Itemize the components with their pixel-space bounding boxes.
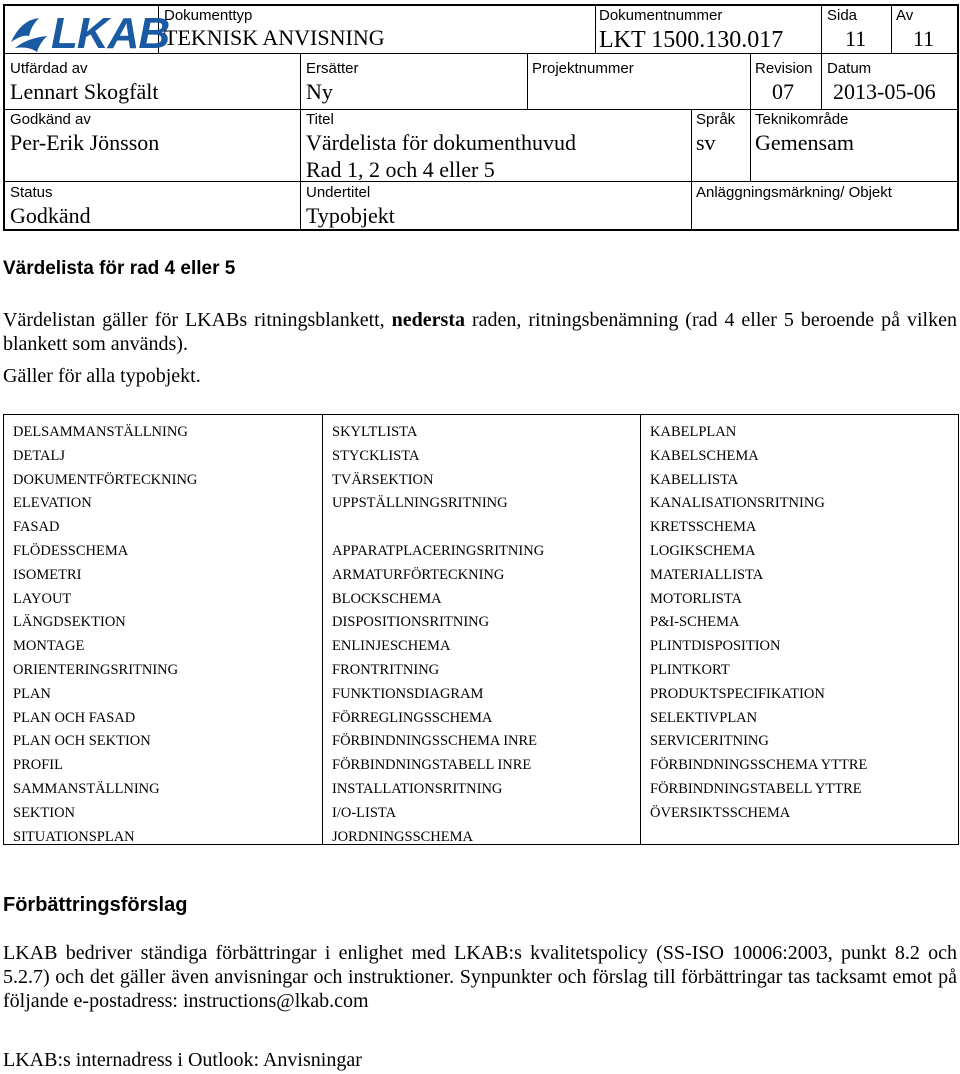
doc-number-label: Dokumentnummer: [599, 7, 723, 24]
list-item: INSTALLATIONSRITNING: [332, 780, 503, 797]
list-item: PROFIL: [13, 757, 63, 774]
list-item: MOTORLISTA: [650, 590, 743, 607]
list-item: KRETSSCHEMA: [650, 519, 757, 536]
issued-by-value: Lennart Skogfält: [10, 79, 159, 104]
approved-by-value: Per-Erik Jönsson: [10, 130, 160, 155]
list-item: SKYLTLISTA: [332, 424, 418, 440]
improvement-text: LKAB bedriver ständiga förbättringar i enlighet med LKAB:s kvalitetspolicy (SS-ISO 10006:2003, punkt 8.2 och 5.2.7) och det gäller även anvisningar och instruktioner. Synpunkter och förslag till förbättringar tas tacksamt emot på följande e-postadress: instructions@lkab.com: [3, 942, 957, 1012]
list-item: APPARATPLACERINGSRITNING: [332, 542, 545, 559]
subtitle-value: Typobjekt: [306, 203, 395, 228]
list-item: ENLINJESCHEMA: [332, 638, 451, 655]
list-item: MATERIALLISTA: [650, 566, 764, 583]
doc-number-value: LKT 1500.130.017: [599, 27, 784, 53]
list-item: UPPSTÄLLNINGSRITNING: [332, 495, 508, 512]
revision-label: Revision: [755, 60, 813, 77]
list-item: DISPOSITIONSRITNING: [332, 614, 490, 631]
list-item: DETALJ: [13, 447, 65, 464]
internal-address: LKAB:s internadress i Outlook: Anvisningar: [3, 1049, 362, 1071]
intro-text: Värdelistan gäller för LKABs ritningsblankett,: [3, 309, 392, 331]
list-item: BLOCKSCHEMA: [332, 590, 442, 607]
list-item: MONTAGE: [13, 638, 85, 655]
list-item: ELEVATION: [13, 495, 92, 512]
logo-wordmark: LKAB: [51, 9, 170, 58]
title-line1: Värdelista för dokumenthuvud: [306, 130, 577, 155]
page-count-value: 11: [913, 26, 935, 51]
intro-emphasis: nedersta: [391, 309, 465, 331]
list-item: FÖRBINDNINGSTABELL INRE: [332, 757, 532, 774]
list-item: PRODUKTSPECIFIKATION: [650, 685, 825, 702]
list-item: KABELPLAN: [650, 424, 737, 440]
list-item: JORDNINGSSCHEMA: [332, 828, 473, 845]
list-item: FUNKTIONSDIAGRAM: [332, 685, 484, 702]
status-value: Godkänd: [10, 203, 91, 228]
doc-type-value: TEKNISK ANVISNING: [164, 25, 385, 50]
tech-area-label: Teknikområde: [755, 111, 849, 128]
list-item: FRONTRITNING: [332, 661, 440, 678]
list-item: STYCKLISTA: [332, 447, 420, 464]
section-heading: Värdelista för rad 4 eller 5: [3, 258, 236, 279]
list-item: FLÖDESSCHEMA: [13, 542, 129, 559]
list-item: LÄNGDSEKTION: [13, 614, 126, 631]
lkab-logo-icon: [9, 14, 49, 54]
title-label: Titel: [306, 111, 334, 128]
list-item: DELSAMMANSTÄLLNING: [13, 424, 188, 440]
page-label: Sida: [827, 7, 858, 24]
value-list-column-3: [641, 415, 958, 844]
tech-area-value: Gemensam: [755, 130, 854, 155]
improvement-heading: Förbättringsförslag: [3, 894, 188, 916]
list-item: KABELSCHEMA: [650, 447, 759, 464]
value-list-column-2: [323, 415, 641, 844]
value-list-table: [3, 414, 959, 845]
page-count-label: Av: [896, 7, 914, 24]
list-item: ARMATURFÖRTECKNING: [332, 566, 505, 583]
list-item: KANALISATIONSRITNING: [650, 495, 825, 512]
language-value: sv: [696, 130, 716, 155]
divider: [691, 109, 692, 229]
lkab-logo: [9, 9, 170, 58]
revision-value: 07: [772, 79, 794, 104]
list-item: FASAD: [13, 519, 60, 536]
list-item: FÖRREGLINGSSCHEMA: [332, 709, 493, 726]
list-item: SERVICERITNING: [650, 733, 769, 750]
list-item: SEKTION: [13, 804, 76, 821]
list-item: PLINTDISPOSITION: [650, 638, 781, 655]
title-line2: Rad 1, 2 och 4 eller 5: [306, 157, 495, 182]
document-header: [3, 4, 959, 231]
replaces-label: Ersätter: [306, 60, 359, 77]
status-label: Status: [10, 184, 53, 201]
list-item: PLAN OCH SEKTION: [13, 733, 151, 750]
approved-by-label: Godkänd av: [10, 111, 91, 128]
list-item: ÖVERSIKTSSCHEMA: [650, 804, 791, 821]
value-list-column-1: [4, 415, 323, 844]
doc-type-label: Dokumenttyp: [164, 7, 253, 24]
divider: [527, 53, 528, 109]
list-item: PLAN: [13, 685, 51, 702]
intro-note: Gäller för alla typobjekt.: [3, 365, 201, 387]
list-item: LAYOUT: [13, 590, 72, 607]
list-item: PLINTKORT: [650, 661, 730, 678]
list-item: SELEKTIVPLAN: [650, 709, 758, 726]
list-item: FÖRBINDNINGSTABELL YTTRE: [650, 780, 862, 797]
divider: [595, 6, 596, 53]
divider: [300, 53, 301, 229]
issued-by-label: Utfärdad av: [10, 60, 88, 77]
list-item: ORIENTERINGSRITNING: [13, 661, 179, 678]
date-label: Datum: [827, 60, 872, 77]
list-item: SAMMANSTÄLLNING: [13, 780, 160, 797]
divider: [750, 53, 751, 181]
plant-designation-label: Anläggningsmärkning/ Objekt: [696, 184, 892, 201]
divider: [891, 6, 892, 53]
list-item: LOGIKSCHEMA: [650, 542, 756, 559]
divider: [821, 6, 822, 109]
date-value: 2013-05-06: [833, 79, 936, 104]
list-item: DOKUMENTFÖRTECKNING: [13, 471, 198, 488]
list-item: PLAN OCH FASAD: [13, 709, 136, 726]
intro-text-cont: raden, ritningsbenämning (rad 4 eller 5 beroende på vilken blankett som används).: [3, 309, 957, 355]
language-label: Språk: [696, 111, 736, 128]
intro-paragraph: [3, 308, 957, 356]
divider: [5, 109, 957, 110]
list-item: ISOMETRI: [13, 566, 82, 583]
project-label: Projektnummer: [532, 60, 634, 77]
list-item: I/O-LISTA: [332, 804, 397, 821]
list-item: FÖRBINDNINGSSCHEMA INRE: [332, 733, 538, 750]
list-item: [332, 516, 544, 540]
page-value: 11: [845, 26, 867, 51]
replaces-value: Ny: [306, 79, 333, 104]
list-item: FÖRBINDNINGSSCHEMA YTTRE: [650, 757, 868, 774]
subtitle-label: Undertitel: [306, 184, 371, 201]
list-item: KABELLISTA: [650, 471, 739, 488]
list-item: P&I-SCHEMA: [650, 614, 740, 631]
list-item: SITUATIONSPLAN: [13, 828, 135, 845]
list-item: TVÄRSEKTION: [332, 471, 434, 488]
